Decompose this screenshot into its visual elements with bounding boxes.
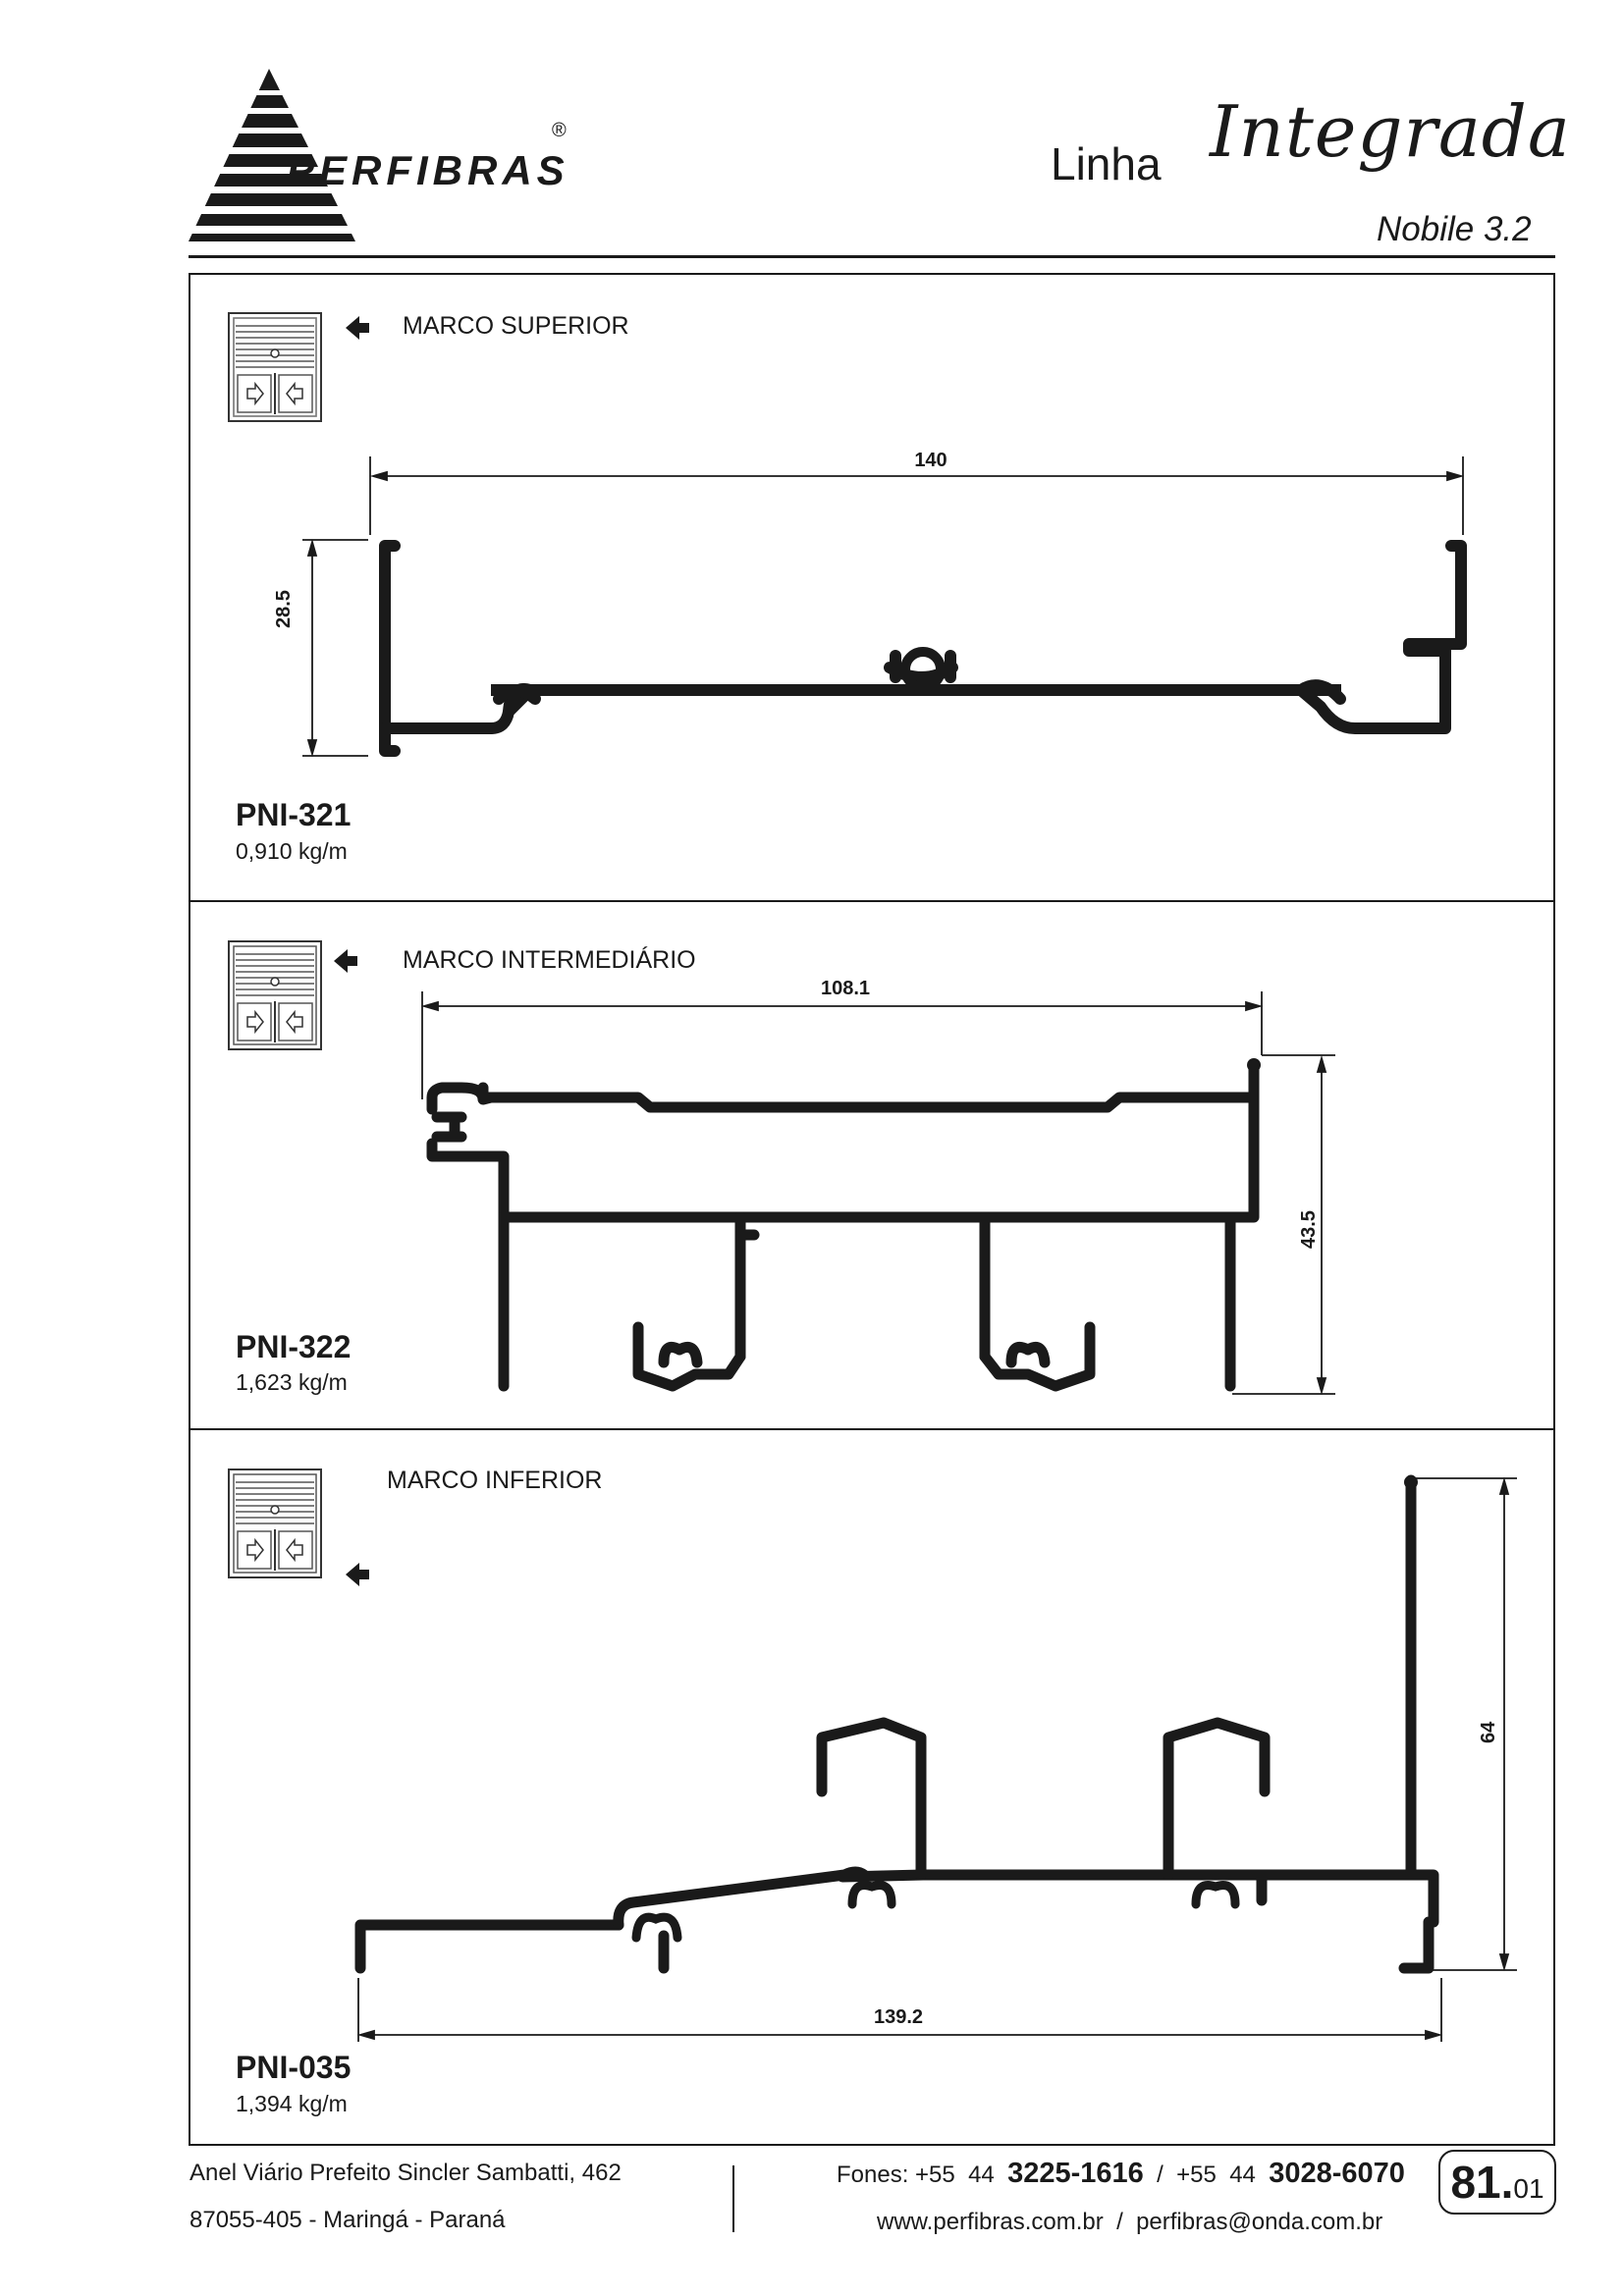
profile-code: PNI-321: [236, 797, 352, 832]
profile-weight: 1,394 kg/m: [236, 2091, 348, 2116]
dimension-width: 108.1: [820, 978, 871, 999]
panel-title: MARCO INFERIOR: [387, 1467, 603, 1494]
panel-title: MARCO SUPERIOR: [403, 312, 629, 340]
address-line-1: Anel Viário Prefeito Sincler Sambatti, 462: [189, 2160, 622, 2186]
phone-separator: / +55 44: [1157, 2162, 1256, 2188]
pointer-arrow-icon: [334, 947, 359, 975]
pointer-arrow-icon: [346, 314, 371, 342]
phone-number-2[interactable]: 3028-6070: [1269, 2158, 1405, 2189]
window-thumbnail-icon: [228, 312, 322, 422]
profile-weight: 1,623 kg/m: [236, 1369, 348, 1395]
footer-divider: [732, 2165, 734, 2232]
dimension-height: 43.5: [1298, 1210, 1320, 1249]
phone-number-1[interactable]: 3225-1616: [1007, 2158, 1144, 2189]
page-subnumber: 01: [1513, 2173, 1544, 2204]
address-line-2: 87055-405 - Maringá - Paraná: [189, 2207, 506, 2233]
dimension-height: 64: [1478, 1721, 1499, 1743]
dimension-width: 140: [914, 450, 947, 471]
panel-divider: [189, 1428, 1555, 1430]
window-thumbnail-icon: [228, 1468, 322, 1578]
page-number-badge: [1438, 2150, 1556, 2215]
phone-label: Fones: +55 44: [837, 2162, 995, 2188]
panel-title: MARCO INTERMEDIÁRIO: [403, 946, 696, 974]
web-contact[interactable]: www.perfibras.com.br / perfibras@onda.com.br: [877, 2209, 1383, 2235]
panel-divider: [189, 900, 1555, 902]
line-prefix: Linha: [1051, 138, 1162, 189]
profile-weight: 0,910 kg/m: [236, 838, 348, 864]
dimension-height: 28.5: [273, 590, 295, 628]
profile-drawing-pni-035: [334, 1453, 1532, 2042]
profile-drawing-pni-321: [275, 452, 1512, 775]
header-divider: [189, 255, 1555, 258]
window-thumbnail-icon: [228, 940, 322, 1050]
line-name: Integrada: [1210, 90, 1571, 173]
profile-drawing-pni-322: [393, 982, 1355, 1414]
page-number: 81.: [1450, 2157, 1514, 2208]
profile-code: PNI-322: [236, 1329, 352, 1364]
registered-mark: ®: [552, 120, 567, 141]
profile-code: PNI-035: [236, 2050, 352, 2085]
phone-line: [837, 2158, 1405, 2190]
brand-name: PERFIBRAS: [287, 147, 569, 193]
dimension-width: 139.2: [873, 2006, 924, 2028]
model-name: Nobile 3.2: [1377, 210, 1532, 248]
